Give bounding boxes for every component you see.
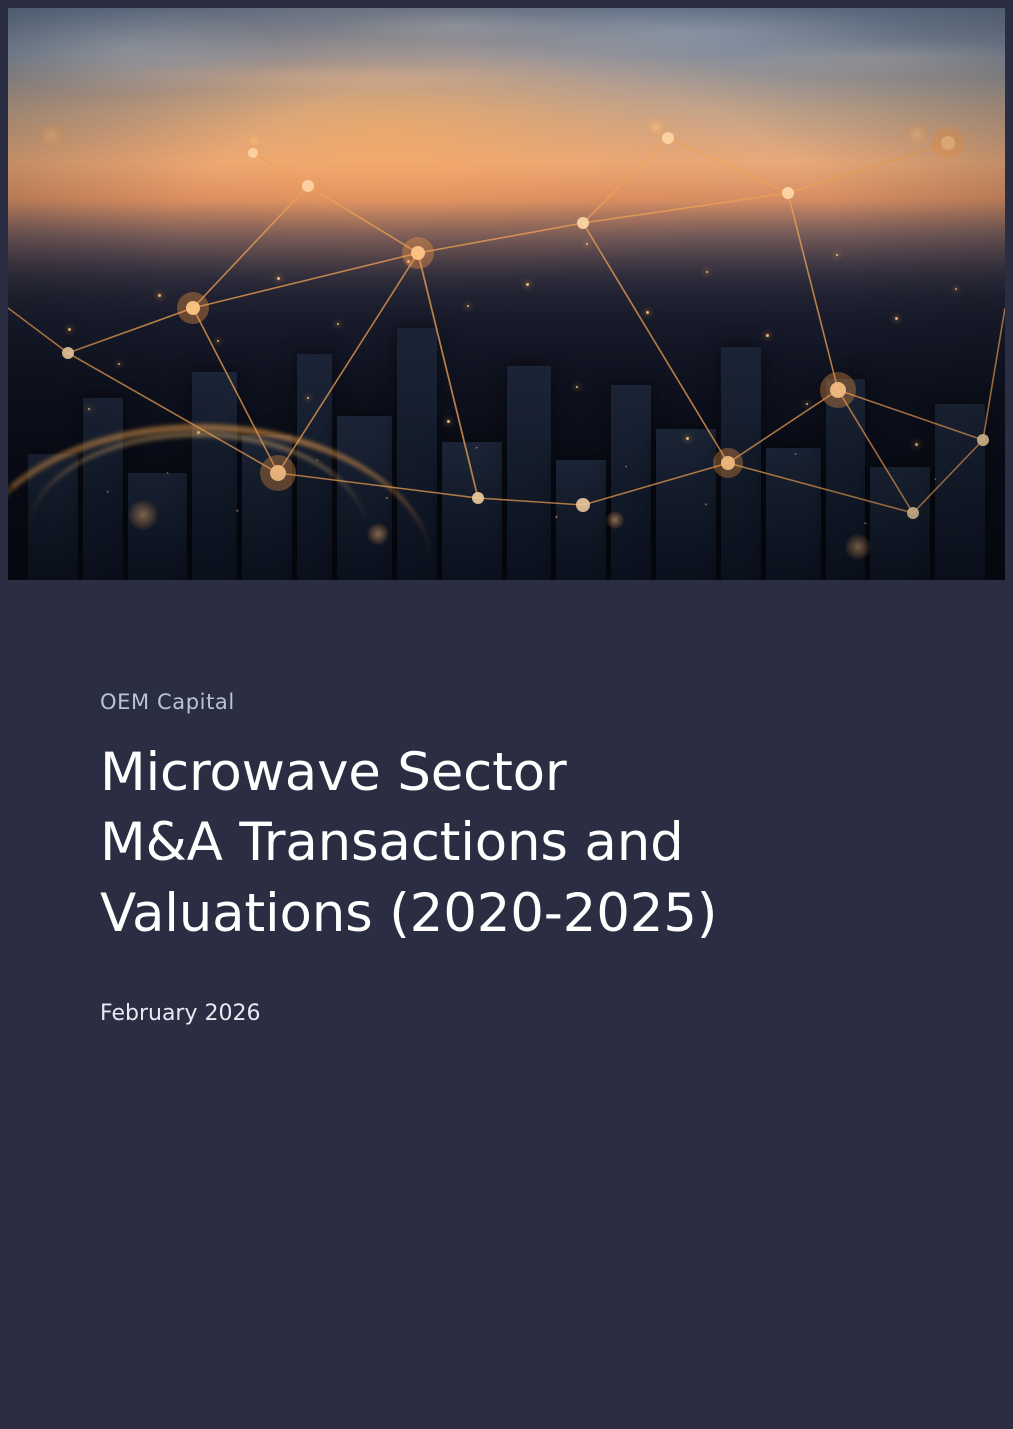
- page-title-line-1: Microwave Sector: [100, 742, 567, 803]
- page-title-line-3: Valuations (2020-2025): [100, 882, 718, 944]
- organization-name: OEM Capital: [100, 690, 235, 714]
- page-title: [100, 738, 860, 949]
- cover-title-block: [100, 690, 860, 1026]
- page-title-line-2: M&A Transactions and: [100, 812, 684, 874]
- hero-vignette: [8, 8, 1005, 580]
- publication-date: February 2026: [100, 1001, 261, 1027]
- hero-image: [8, 8, 1005, 580]
